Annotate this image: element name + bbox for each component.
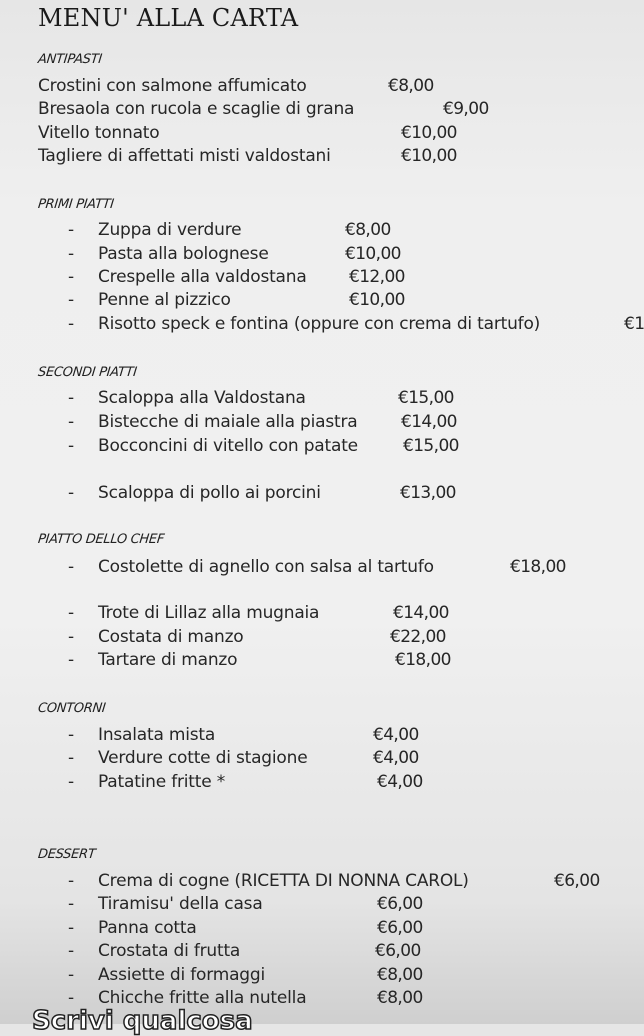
bullet-dash: - bbox=[68, 412, 75, 432]
write-something-caption[interactable]: Scrivi qualcosa bbox=[32, 1006, 253, 1036]
menu-item-name: Crespelle alla valdostana bbox=[98, 267, 307, 287]
bullet-dash: - bbox=[68, 748, 75, 768]
bullet-dash: - bbox=[68, 725, 75, 745]
bullet-dash: - bbox=[68, 965, 75, 985]
menu-item-price: €15,00 bbox=[403, 436, 459, 456]
menu-item-name: Costata di manzo bbox=[98, 627, 244, 647]
menu-item-name: Patatine fritte * bbox=[98, 772, 226, 792]
menu-item-name: Penne al pizzico bbox=[98, 290, 231, 310]
bullet-dash: - bbox=[68, 941, 75, 961]
section-heading: DESSERT bbox=[37, 847, 97, 862]
menu-item-name: Tiramisu' della casa bbox=[98, 894, 263, 914]
menu-item-name: Zuppa di verdure bbox=[98, 220, 242, 240]
bullet-dash: - bbox=[68, 483, 75, 503]
menu-title: MENU' ALLA CARTA bbox=[38, 4, 299, 32]
bullet-dash: - bbox=[68, 627, 75, 647]
menu-item-price: €1 bbox=[624, 314, 644, 334]
menu-item-name: Vitello tonnato bbox=[38, 123, 160, 143]
menu-item-name: Trote di Lillaz alla mugnaia bbox=[98, 603, 320, 623]
bullet-dash: - bbox=[68, 988, 75, 1008]
menu-item-name: Bocconcini di vitello con patate bbox=[98, 436, 358, 456]
menu-item-price: €8,00 bbox=[345, 220, 391, 240]
menu-item-price: €14,00 bbox=[393, 603, 449, 623]
menu-item-name: Tagliere di affettati misti valdostani bbox=[38, 146, 331, 166]
section-heading: PRIMI PIATTI bbox=[37, 197, 115, 212]
menu-item-name: Verdure cotte di stagione bbox=[98, 748, 308, 768]
menu-item-name: Panna cotta bbox=[98, 918, 197, 938]
menu-item-price: €8,00 bbox=[388, 76, 434, 96]
menu-item-price: €10,00 bbox=[401, 123, 457, 143]
bullet-dash: - bbox=[68, 871, 75, 891]
menu-item-name: Insalata mista bbox=[98, 725, 216, 745]
bullet-dash: - bbox=[68, 436, 75, 456]
section-heading: SECONDI PIATTI bbox=[37, 365, 138, 380]
bullet-dash: - bbox=[68, 918, 75, 938]
bullet-dash: - bbox=[68, 220, 75, 240]
bullet-dash: - bbox=[68, 290, 75, 310]
menu-item-name: Bresaola con rucola e scaglie di grana bbox=[38, 99, 355, 119]
section-heading: PIATTO DELLO CHEF bbox=[37, 532, 165, 547]
menu-item-price: €10,00 bbox=[345, 244, 401, 264]
bullet-dash: - bbox=[68, 314, 75, 334]
menu-item-price: €22,00 bbox=[390, 627, 446, 647]
menu-item-price: €6,00 bbox=[377, 894, 423, 914]
bullet-dash: - bbox=[68, 772, 75, 792]
bullet-dash: - bbox=[68, 388, 75, 408]
section-heading: CONTORNI bbox=[37, 701, 107, 716]
menu-item-name: Risotto speck e fontina (oppure con crema di tartufo) bbox=[98, 314, 541, 334]
menu-item-price: €4,00 bbox=[373, 748, 419, 768]
menu-item-price: €10,00 bbox=[401, 146, 457, 166]
bullet-dash: - bbox=[68, 244, 75, 264]
bullet-dash: - bbox=[68, 894, 75, 914]
menu-item-name: Scaloppa alla Valdostana bbox=[98, 388, 306, 408]
menu-item-price: €4,00 bbox=[377, 772, 423, 792]
menu-item-price: €4,00 bbox=[373, 725, 419, 745]
menu-item-price: €12,00 bbox=[349, 267, 405, 287]
menu-item-price: €8,00 bbox=[377, 988, 423, 1008]
menu-item-price: €8,00 bbox=[377, 965, 423, 985]
bullet-dash: - bbox=[68, 557, 75, 577]
menu-item-price: €6,00 bbox=[375, 941, 421, 961]
menu-item-name: Pasta alla bolognese bbox=[98, 244, 269, 264]
menu-item-price: €14,00 bbox=[401, 412, 457, 432]
menu-item-name: Tartare di manzo bbox=[98, 650, 238, 670]
menu-item-price: €6,00 bbox=[377, 918, 423, 938]
menu-item-name: Crostata di frutta bbox=[98, 941, 241, 961]
menu-item-name: Crostini con salmone affumicato bbox=[38, 76, 307, 96]
menu-item-price: €18,00 bbox=[395, 650, 451, 670]
bullet-dash: - bbox=[68, 267, 75, 287]
bullet-dash: - bbox=[68, 603, 75, 623]
menu-item-price: €9,00 bbox=[443, 99, 489, 119]
menu-item-name: Crema di cogne (RICETTA DI NONNA CAROL) bbox=[98, 871, 469, 891]
menu-item-name: Scaloppa di pollo ai porcini bbox=[98, 483, 321, 503]
bullet-dash: - bbox=[68, 650, 75, 670]
menu-item-price: €15,00 bbox=[398, 388, 454, 408]
menu-item-name: Assiette di formaggi bbox=[98, 965, 265, 985]
menu-item-price: €18,00 bbox=[510, 557, 566, 577]
menu-item-name: Chicche fritte alla nutella bbox=[98, 988, 307, 1008]
menu-item-name: Costolette di agnello con salsa al tartufo bbox=[98, 557, 434, 577]
menu-item-name: Bistecche di maiale alla piastra bbox=[98, 412, 358, 432]
menu-item-price: €10,00 bbox=[349, 290, 405, 310]
menu-item-price: €6,00 bbox=[554, 871, 600, 891]
section-heading: ANTIPASTI bbox=[37, 52, 103, 67]
menu-item-price: €13,00 bbox=[400, 483, 456, 503]
